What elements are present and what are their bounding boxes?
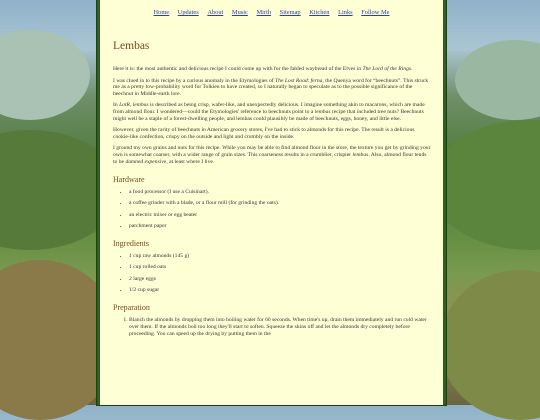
background-scenery (455, 40, 540, 120)
nav-link-kitchen[interactable]: Kitchen (309, 9, 330, 16)
list-item: • parchment paper (129, 223, 431, 230)
list-item: • an electric mixer or egg beater (129, 212, 431, 219)
book-title: The Lost Road (275, 77, 308, 84)
text: I was clued in to this recipe by a curious anomaly in the Etymologies of (113, 77, 276, 84)
text: , the Quenya word for “beechnuts”. This struck me as a pretty low-probability word for Tolkien to have created, so I naturally began to speculate as to the possible significance of the beechnut in Middle-earth lore. (113, 77, 429, 97)
nav-link-sitemap[interactable]: Sitemap (279, 9, 301, 16)
intro-paragraph (113, 102, 431, 122)
main-content (113, 40, 431, 337)
intro-paragraph (113, 66, 431, 73)
nav-link-follow-me[interactable]: Follow Me (361, 9, 390, 16)
intro-paragraph (113, 145, 431, 165)
list-item: • 1/2 cup sugar (129, 287, 431, 294)
nav-link-links[interactable]: Links (338, 9, 353, 16)
list-item: • a coffee grinder with a blade, or a flour mill (for grinding the oats). (129, 200, 431, 207)
list-item: • a food processor (I use a Cuisinart). (129, 189, 431, 196)
nav-link-home[interactable]: Home (153, 9, 170, 16)
text: Here it is: the most authentic and delicious recipe I could come up with for the fabled waybread of the Elves in (113, 66, 363, 72)
book-title: The Lord of the Rings (362, 66, 412, 72)
ingredients-list (113, 253, 431, 293)
text: : (307, 77, 311, 84)
list-item: • 1 cup raw almonds (145 g) (129, 253, 431, 260)
book-title: LotR (119, 102, 130, 109)
background-scenery (440, 270, 540, 420)
emphasis: lembas (132, 102, 149, 109)
text: recipe that included tree nuts? Beechnuts might well be a staple of a forest-dwelling people, and lembas could plausibly be made of beechnuts, eggs, honey, and little else. (113, 108, 424, 122)
page-column (97, 0, 446, 405)
preparation-steps (113, 317, 431, 337)
list-item: • 1 cup rolled oats (129, 264, 431, 271)
text: In (113, 102, 120, 109)
background-scenery (430, 120, 540, 250)
section-heading-ingredients: Ingredients (113, 239, 149, 249)
list-item: 1. Blanch the almonds by dropping them into boiling water for 60 seconds. When time's up, drain them immediately and run cold water over them. If the almonds boil too long they'll start to soften. Squeeze the skins off and let the almonds dry completely before proceeding. You can speed up the drying by putting them in the (129, 317, 431, 337)
intro-paragraph (113, 78, 431, 98)
nav-link-mirth[interactable]: Mirth (256, 9, 272, 16)
intro-paragraph: However, given the rarity of beechnuts in American grocery stores, I've had to stick to almonds for this recipe. The result is a delicious cookie-like confection, crispy on the outside and light and crumbly on the inside. (113, 127, 415, 140)
emphasis: lembas (352, 151, 369, 158)
quenya-word: ferna (310, 77, 323, 84)
section-heading-hardware: Hardware (113, 175, 145, 185)
text: is described as being crisp, wafer-like, and unexpectedly delicious. I imagine something akin to macarons, which are made from almond flour. I wondered—could the Etymologies' reference to beechnuts point to a (113, 102, 425, 115)
hardware-list (113, 189, 431, 229)
text: I ground my own grains and nuts for this recipe. While you may be able to find almond flour in the store, the texture you get by grinding your own is somewhat coarser, with a wider range of grain sizes. This coarseness results in a crumblier, crispier (113, 145, 431, 158)
top-nav (100, 9, 443, 16)
background-scenery (0, 30, 90, 120)
text: . (411, 66, 413, 72)
page-title: Lembas (113, 40, 150, 52)
emphasis: damned expensive (125, 158, 167, 165)
list-item: • 2 large eggs (129, 276, 431, 283)
nav-link-about[interactable]: About (207, 9, 224, 16)
text: . Also, almond flour tends to be (113, 151, 427, 165)
text: , (129, 102, 133, 109)
nav-link-music[interactable]: Music (231, 9, 248, 16)
section-heading-preparation: Preparation (113, 303, 150, 313)
text: , at least where I live. (166, 158, 215, 165)
emphasis: lembas (314, 108, 331, 115)
nav-link-updates[interactable]: Updates (177, 9, 199, 16)
